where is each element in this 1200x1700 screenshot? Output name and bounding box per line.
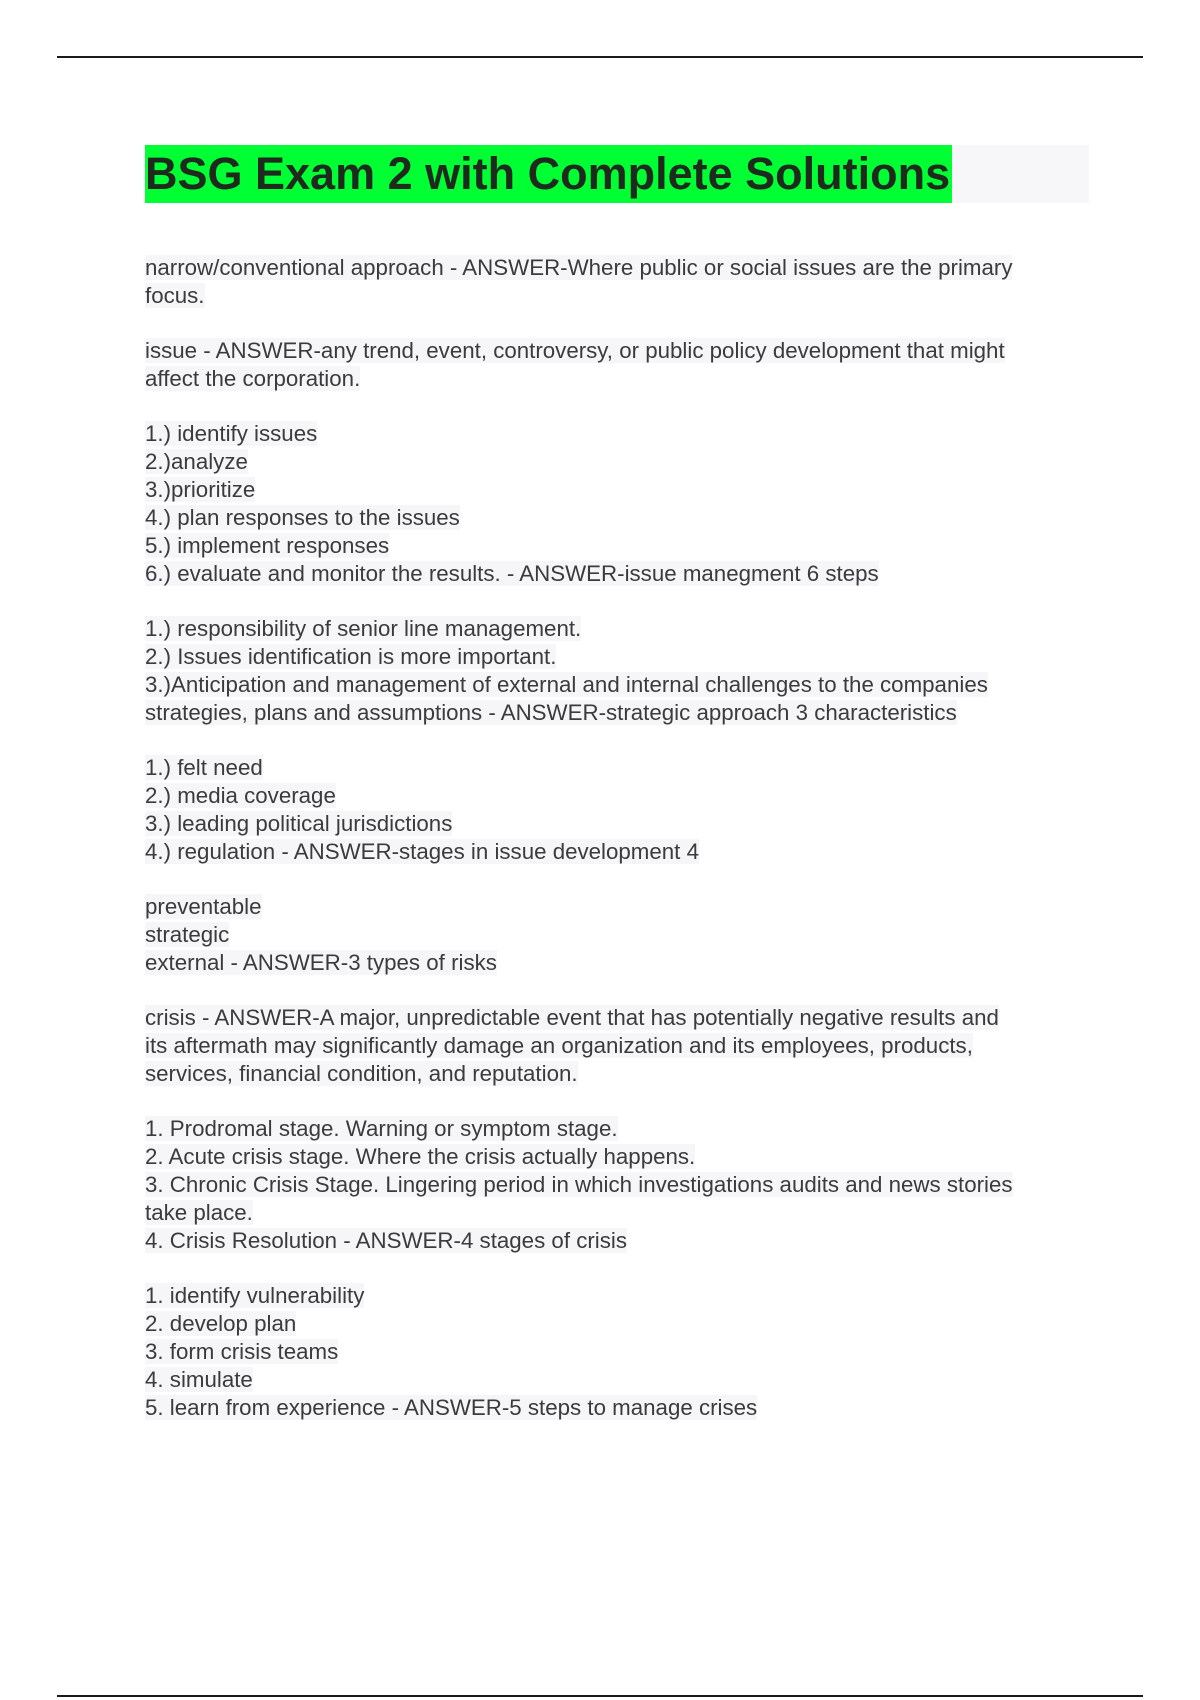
qa-line	[145, 337, 1095, 365]
qa-line	[145, 1032, 1095, 1060]
qa-line	[145, 476, 1095, 504]
qa-line	[145, 1060, 1095, 1088]
qa-block	[145, 1282, 1095, 1422]
qa-line-text: strategic	[145, 922, 230, 947]
qa-line	[145, 1227, 1095, 1255]
qa-line-text: 3. Chronic Crisis Stage. Lingering period in which investigations audits and news stories	[145, 1172, 1013, 1197]
qa-line-text: 4. simulate	[145, 1367, 253, 1392]
qa-line-text: affect the corporation.	[145, 366, 361, 391]
qa-line	[145, 1282, 1095, 1310]
qa-line	[145, 560, 1095, 588]
qa-line-text: strategies, plans and assumptions - ANSWER-strategic approach 3 characteristics	[145, 700, 957, 725]
qa-line	[145, 921, 1095, 949]
qa-line-text: 3.)prioritize	[145, 477, 256, 502]
qa-line	[145, 1199, 1095, 1227]
qa-line	[145, 504, 1095, 532]
qa-line	[145, 754, 1095, 782]
qa-line-text: its aftermath may significantly damage an organization and its employees, products,	[145, 1033, 973, 1058]
qa-line-text: 2. Acute crisis stage. Where the crisis actually happens.	[145, 1144, 696, 1169]
qa-line-text: 2.) media coverage	[145, 783, 336, 808]
qa-line	[145, 893, 1095, 921]
qa-block	[145, 1115, 1095, 1255]
qa-line-text: preventable	[145, 894, 262, 919]
qa-line	[145, 282, 1095, 310]
qa-line-text: 2.) Issues identification is more important.	[145, 644, 557, 669]
qa-line-text: 5. learn from experience - ANSWER-5 steps to manage crises	[145, 1395, 758, 1420]
qa-line-text: 3. form crisis teams	[145, 1339, 339, 1364]
qa-block	[145, 254, 1095, 310]
qa-line	[145, 699, 1095, 727]
qa-line	[145, 1004, 1095, 1032]
qa-line-text: 2. develop plan	[145, 1311, 297, 1336]
qa-line-text: 5.) implement responses	[145, 533, 390, 558]
qa-line-text: crisis - ANSWER-A major, unpredictable event that has potentially negative results and	[145, 1005, 999, 1030]
qa-line	[145, 615, 1095, 643]
qa-line	[145, 949, 1095, 977]
qa-line-text: 1. Prodromal stage. Warning or symptom stage.	[145, 1116, 618, 1141]
qa-line-text: take place.	[145, 1200, 253, 1225]
qa-line	[145, 1394, 1095, 1422]
qa-line-text: 6.) evaluate and monitor the results. - ANSWER-issue manegment 6 steps	[145, 561, 879, 586]
document-title: BSG Exam 2 with Complete Solutions	[145, 145, 952, 203]
qa-line-text: 3.) leading political jurisdictions	[145, 811, 453, 836]
qa-block	[145, 754, 1095, 866]
qa-block	[145, 615, 1095, 727]
qa-line	[145, 643, 1095, 671]
qa-line	[145, 671, 1095, 699]
qa-line	[145, 420, 1095, 448]
qa-line-text: focus.	[145, 283, 205, 308]
qa-line-text: narrow/conventional approach - ANSWER-Where public or social issues are the primary	[145, 255, 1013, 280]
title-banner	[145, 145, 1089, 203]
bottom-rule	[57, 1695, 1143, 1697]
qa-content	[145, 254, 1095, 1449]
qa-block	[145, 893, 1095, 977]
top-rule	[57, 56, 1143, 58]
qa-line-text: 1.) felt need	[145, 755, 263, 780]
qa-line	[145, 838, 1095, 866]
qa-line	[145, 782, 1095, 810]
qa-block	[145, 420, 1095, 588]
qa-line	[145, 1366, 1095, 1394]
qa-line-text: 2.)analyze	[145, 449, 248, 474]
qa-line	[145, 254, 1095, 282]
qa-line-text: issue - ANSWER-any trend, event, controversy, or public policy development that might	[145, 338, 1005, 363]
qa-line-text: 3.)Anticipation and management of external and internal challenges to the companies	[145, 672, 988, 697]
qa-line-text: 1. identify vulnerability	[145, 1283, 365, 1308]
qa-line-text: 1.) identify issues	[145, 421, 318, 446]
qa-line	[145, 1310, 1095, 1338]
qa-block	[145, 1004, 1095, 1088]
qa-line	[145, 365, 1095, 393]
qa-line-text: external - ANSWER-3 types of risks	[145, 950, 497, 975]
qa-line	[145, 448, 1095, 476]
qa-line-text: 1.) responsibility of senior line management.	[145, 616, 582, 641]
qa-line	[145, 532, 1095, 560]
qa-line-text: 4. Crisis Resolution - ANSWER-4 stages of crisis	[145, 1228, 627, 1253]
qa-line	[145, 1143, 1095, 1171]
qa-line	[145, 810, 1095, 838]
qa-line	[145, 1338, 1095, 1366]
qa-line-text: services, financial condition, and reputation.	[145, 1061, 578, 1086]
qa-block	[145, 337, 1095, 393]
qa-line-text: 4.) regulation - ANSWER-stages in issue development 4	[145, 839, 699, 864]
qa-line-text: 4.) plan responses to the issues	[145, 505, 460, 530]
qa-line	[145, 1171, 1095, 1199]
qa-line	[145, 1115, 1095, 1143]
